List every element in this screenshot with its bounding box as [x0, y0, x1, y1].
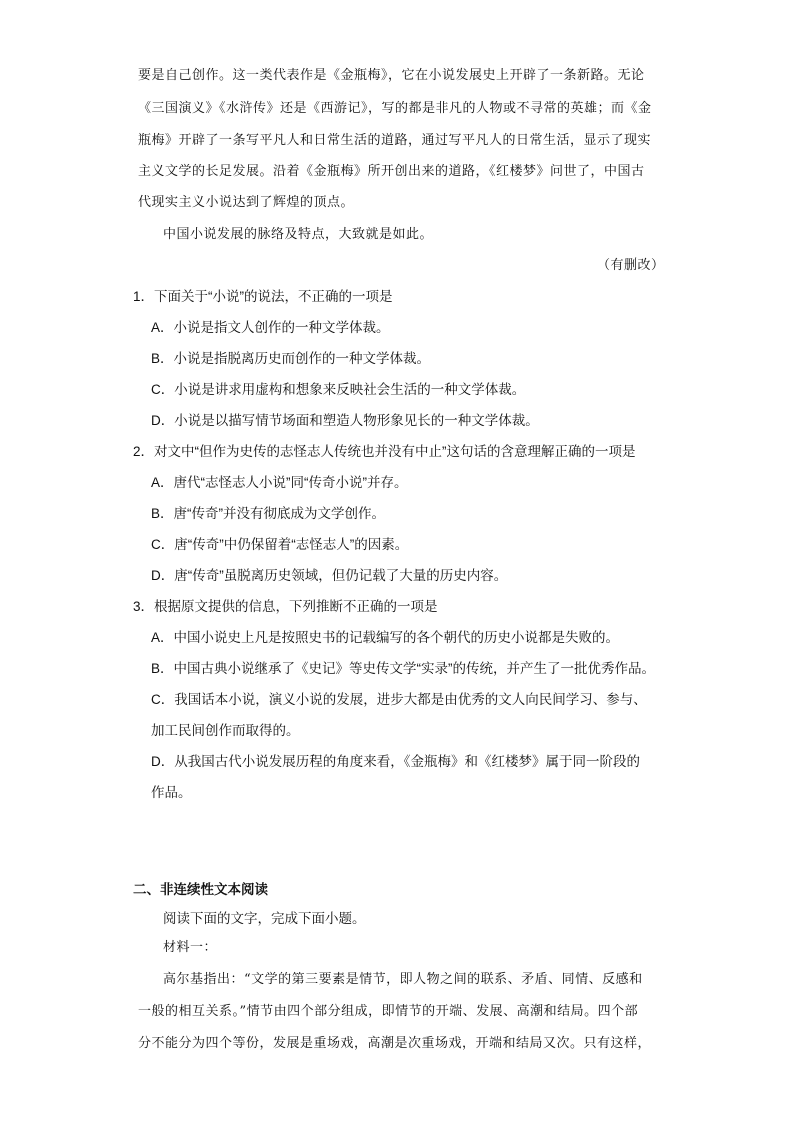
material-line: 高尔基指出：“文学的第三要素是情节，即人物之间的联系、矛盾、同情、反感和	[163, 972, 643, 987]
question-option: A．唐代“志怪志人小说”同“传奇小说”并存。	[151, 475, 408, 490]
question-option: D．从我国古代小说发展历程的角度来看，《金瓶梅》和《红楼梦》属于同一阶段的	[151, 754, 640, 769]
passage-line: 代现实主义小说达到了辉煌的顶点。	[138, 195, 355, 210]
question-option: C．唐“传奇”中仍保留着“志怪志人”的因素。	[151, 537, 409, 552]
question-option: C．我国话本小说，演义小说的发展，进步大都是由优秀的文人向民间学习、参与、	[151, 692, 647, 707]
question-option: A．中国小说史上凡是按照史书的记载编写的各个朝代的历史小说都是失败的。	[151, 630, 620, 645]
question-stem: 3．根据原文提供的信息，下列推断不正确的一项是	[133, 599, 438, 614]
material-line: 分不能分为四个等份，发展是重场戏，高潮是次重场戏，开端和结局又次。只有这样，	[138, 1036, 652, 1051]
question-option: B．唐“传奇”并没有彻底成为文学创作。	[151, 506, 385, 521]
question-option: B．中国古典小说继承了《史记》等史传文学“实录”的传统，并产生了一批优秀作品。	[151, 661, 655, 676]
source-note: （有删改）	[597, 258, 665, 273]
material-line: 一般的相互关系。”情节由四个部分组成，即情节的开端、发展、高潮和结局。四个部	[138, 1004, 639, 1019]
question-stem: 1．下面关于“小说”的说法，不正确的一项是	[133, 289, 393, 304]
question-option: D．唐“传奇”虽脱离历史领域，但仍记载了大量的历史内容。	[151, 568, 508, 583]
passage-line: 主义文学的长足发展。沿着《金瓶梅》所开创出来的道路，《红楼梦》问世了，中国古	[138, 164, 645, 179]
passage-line: 中国小说发展的脉络及特点，大致就是如此。	[163, 227, 434, 242]
section-heading: 二、非连续性文本阅读	[133, 882, 268, 897]
question-option: B．小说是指脱离历史而创作的一种文学体裁。	[151, 351, 431, 366]
section-instruction: 阅读下面的文字，完成下面小题。	[163, 911, 366, 926]
passage-line: 要是自己创作。这一类代表作是《金瓶梅》，它在小说发展史上开辟了一条新路。无论	[138, 68, 645, 83]
passage-line: 《三国演义》《水浒传》还是《西游记》，写的都是非凡的人物或不寻常的英雄；而《金	[138, 101, 652, 116]
question-stem: 2．对文中“但作为史传的志怪志人传统也并没有中止”这句话的含意理解正确的一项是	[133, 444, 636, 459]
question-option-continuation: 作品。	[151, 785, 192, 800]
passage-line: 瓶梅》开辟了一条写平凡人和日常生活的道路，通过写平凡人的日常生活，显示了现实	[138, 133, 652, 148]
question-option: A．小说是指文人创作的一种文学体裁。	[151, 320, 390, 335]
question-option-continuation: 加工民间创作而取得的。	[151, 723, 300, 738]
material-label: 材料一：	[163, 940, 218, 955]
question-option: D．小说是以描写情节场面和塑造人物形象见长的一种文学体裁。	[151, 413, 539, 428]
question-option: C．小说是讲求用虚构和想象来反映社会生活的一种文学体裁。	[151, 382, 526, 397]
